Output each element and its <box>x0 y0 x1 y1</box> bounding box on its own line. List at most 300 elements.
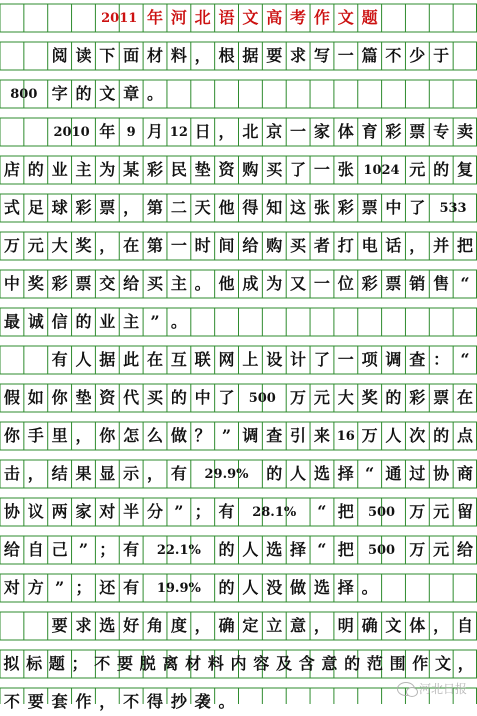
grid-char: 不 <box>94 654 111 673</box>
grid-char: 点 <box>456 426 473 445</box>
grid-char: 了 <box>290 160 307 179</box>
grid-char: 票 <box>75 274 92 293</box>
grid-char: 一 <box>313 274 330 293</box>
grid-char: 给 <box>456 540 473 559</box>
grid-char: 式 <box>3 198 20 217</box>
grid-char: 做 <box>290 578 307 597</box>
grid-char: 自 <box>27 540 44 559</box>
grid-char: 给 <box>3 540 20 559</box>
grid-char: 你 <box>51 388 68 407</box>
essay-line <box>0 422 477 450</box>
grid-char: 了 <box>409 198 426 217</box>
grid-char: 垫 <box>75 388 92 407</box>
grid-char: 文 <box>99 84 116 103</box>
grid-char: 袭 <box>194 692 211 711</box>
grid-char: 万 <box>3 236 20 255</box>
grid-char: 据 <box>242 46 259 65</box>
grid-char: 不 <box>123 692 140 711</box>
grid-char: 元 <box>313 388 330 407</box>
grid-char: 分 <box>146 502 163 521</box>
grid-char: 显 <box>99 464 116 483</box>
grid-char: 不 <box>385 46 402 65</box>
grid-number: 12 <box>169 124 188 140</box>
grid-char: 一 <box>337 350 354 369</box>
watermark <box>397 680 467 697</box>
grid-char: 作 <box>75 692 92 711</box>
grid-number: 2011 <box>101 10 138 26</box>
grid-char: 购 <box>242 160 259 179</box>
grid-char: 容 <box>253 654 270 673</box>
grid-char: ， <box>313 616 330 635</box>
grid-char: 有 <box>51 350 68 369</box>
grid-char: 北 <box>242 122 259 141</box>
grid-char: 协 <box>433 464 450 483</box>
grid-char: 拟 <box>3 654 20 673</box>
grid-char: 张 <box>313 198 330 217</box>
grid-char: 有 <box>218 502 235 521</box>
grid-char: 体 <box>337 122 354 141</box>
grid-char: 彩 <box>337 198 354 217</box>
grid-char: 还 <box>99 578 116 597</box>
grid-char: 万 <box>361 426 378 445</box>
grid-char: 业 <box>99 312 116 331</box>
grid-char: 京 <box>266 122 283 141</box>
grid-char: 天 <box>194 198 211 217</box>
grid-number: 22.1% <box>156 542 201 558</box>
grid-char: 信 <box>51 312 68 331</box>
essay-line <box>0 308 477 336</box>
grid-char: 。 <box>146 84 163 103</box>
watermark-text: 河北日报 <box>418 682 467 696</box>
grid-char: 年 <box>146 8 163 27</box>
grid-char: 最 <box>3 312 20 331</box>
grid-char: 引 <box>290 426 307 445</box>
grid-char: 离 <box>162 654 179 673</box>
grid-char: 给 <box>123 274 140 293</box>
grid-char: 调 <box>242 426 259 445</box>
grid-char: 资 <box>218 160 235 179</box>
grid-char: 查 <box>409 350 426 369</box>
grid-char: 为 <box>266 274 283 293</box>
grid-char: 选 <box>99 616 116 635</box>
grid-char: 在 <box>456 388 473 407</box>
grid-char: 示 <box>123 464 140 483</box>
grid-char: 协 <box>3 502 20 521</box>
grid-char: 得 <box>146 692 163 711</box>
grid-number: 16 <box>336 428 355 444</box>
grid-char: 间 <box>218 236 235 255</box>
grid-char: 材 <box>185 654 202 673</box>
grid-char: ， <box>457 654 474 673</box>
grid-char: 奖 <box>361 388 378 407</box>
grid-char: 半 <box>123 502 140 521</box>
grid-char: 销 <box>409 274 426 293</box>
grid-char: “ <box>317 502 327 521</box>
grid-char: 中 <box>3 274 20 293</box>
grid-char: 一 <box>313 160 330 179</box>
grid-char: ” <box>78 540 89 559</box>
grid-char: 把 <box>337 540 354 559</box>
grid-char: 要 <box>266 46 283 65</box>
grid-char: ， <box>218 122 235 141</box>
grid-char: 标 <box>26 654 43 673</box>
grid-char: 章 <box>123 84 140 103</box>
grid-char: 留 <box>456 502 473 521</box>
grid-char: 范 <box>366 654 383 673</box>
grid-char: 打 <box>337 236 354 255</box>
grid-char: 他 <box>218 274 235 293</box>
grid-char: 河 <box>170 8 187 27</box>
grid-char: 少 <box>409 46 426 65</box>
grid-char: 一 <box>337 46 354 65</box>
grid-char: ” <box>174 502 184 521</box>
grid-char: 彩 <box>385 122 402 141</box>
grid-char: 有 <box>123 540 140 559</box>
grid-char: 位 <box>337 274 354 293</box>
grid-char: ， <box>75 426 92 445</box>
grid-char: 人 <box>242 540 259 559</box>
grid-char: 月 <box>146 122 163 141</box>
grid-char: 足 <box>27 198 44 217</box>
grid-char: 此 <box>123 350 140 369</box>
essay-line <box>0 650 477 678</box>
grid-char: 知 <box>266 198 283 217</box>
grid-number: 800 <box>10 86 38 102</box>
grid-char: 择 <box>290 540 307 559</box>
grid-char: 自 <box>456 616 473 635</box>
essay-line <box>0 118 477 146</box>
grid-char: ， <box>409 236 426 255</box>
grid-char: 围 <box>389 654 406 673</box>
essay-line <box>0 612 477 640</box>
grid-char: 内 <box>230 654 247 673</box>
grid-char: 了 <box>218 388 235 407</box>
grid-char: 。 <box>361 578 378 597</box>
grid-char: 奖 <box>75 236 92 255</box>
grid-char: 彩 <box>146 160 163 179</box>
grid-number: 500 <box>367 504 396 520</box>
grid-char: 作 <box>313 8 330 27</box>
grid-char: 人 <box>242 578 259 597</box>
grid-char: 果 <box>75 464 92 483</box>
grid-char: 一 <box>170 236 187 255</box>
grid-char: 。 <box>218 692 235 711</box>
grid-char: 元 <box>27 236 44 255</box>
grid-char: 家 <box>75 502 92 521</box>
grid-char: 彩 <box>51 274 68 293</box>
grid-char: 某 <box>123 160 140 179</box>
grid-char: 票 <box>409 122 426 141</box>
grid-char: 字 <box>51 84 68 103</box>
grid-char: 求 <box>290 46 307 65</box>
grid-char: 彩 <box>361 274 378 293</box>
grid-char: 材 <box>146 46 163 65</box>
grid-char: 设 <box>266 350 283 369</box>
grid-char: 要 <box>116 654 133 673</box>
essay-line <box>0 42 477 70</box>
grid-char: 的 <box>75 84 92 103</box>
grid-char: 票 <box>99 198 116 217</box>
grid-char: 卖 <box>456 122 473 141</box>
grid-char: 假 <box>3 388 20 407</box>
grid-char: 这 <box>290 198 307 217</box>
grid-char: ” <box>221 426 232 445</box>
grid-char: 售 <box>433 274 450 293</box>
grid-char: ， <box>99 236 116 255</box>
grid-char: 在 <box>123 236 140 255</box>
grid-char: 购 <box>266 236 283 255</box>
grid-char: 么 <box>146 426 163 445</box>
grid-char: 上 <box>242 350 259 369</box>
grid-char: 又 <box>290 274 307 293</box>
grid-char: 对 <box>99 502 116 521</box>
grid-char: 你 <box>99 426 116 445</box>
grid-char: 的 <box>170 388 187 407</box>
grid-char: 要 <box>27 692 44 711</box>
grid-char: 的 <box>27 160 44 179</box>
grid-char: 的 <box>344 654 361 673</box>
grid-char: 做 <box>170 426 187 445</box>
grid-char: 选 <box>266 540 283 559</box>
grid-char: 料 <box>170 46 187 65</box>
grid-char: 并 <box>433 236 450 255</box>
grid-char: 读 <box>75 46 92 65</box>
grid-char: 语 <box>218 8 235 27</box>
essay-line <box>0 498 477 526</box>
grid-char: 定 <box>242 616 259 635</box>
grid-char: ” <box>55 578 65 597</box>
grid-char: 元 <box>433 502 450 521</box>
grid-char: 话 <box>385 236 402 255</box>
grid-char: 结 <box>51 464 68 483</box>
grid-char: 张 <box>337 160 354 179</box>
grid-char: 二 <box>170 198 187 217</box>
grid-char: 的 <box>433 160 450 179</box>
grid-char: ， <box>194 616 211 635</box>
grid-number: 29.9% <box>204 466 249 482</box>
grid-char: ； <box>75 578 92 597</box>
grid-char: “ <box>460 274 470 293</box>
grid-char: 文 <box>337 8 354 27</box>
grid-char: 票 <box>361 198 378 217</box>
grid-char: 题 <box>361 8 378 27</box>
grid-char: 主 <box>75 160 92 179</box>
grid-char: 他 <box>218 198 235 217</box>
grid-char: ： <box>433 350 450 369</box>
grid-char: 如 <box>27 388 44 407</box>
grid-char: 家 <box>313 122 330 141</box>
grid-char: 商 <box>456 464 473 483</box>
grid-number: 533 <box>439 200 467 216</box>
essay-line <box>0 156 477 184</box>
grid-char: 议 <box>27 502 44 521</box>
essay-line <box>0 80 477 108</box>
grid-char: 交 <box>99 274 116 293</box>
grid-char: 篇 <box>361 46 378 65</box>
essay-line <box>0 232 477 260</box>
grid-char: 料 <box>207 654 224 673</box>
grid-char: 据 <box>99 350 116 369</box>
grid-char: 己 <box>51 540 68 559</box>
grid-char: 于 <box>433 46 450 65</box>
grid-char: 中 <box>385 198 402 217</box>
grid-char: 查 <box>266 426 283 445</box>
essay-line <box>0 574 477 602</box>
grid-char: 的 <box>218 578 235 597</box>
grid-char: 选 <box>313 578 330 597</box>
grid-char: 度 <box>170 616 187 635</box>
grid-char: 套 <box>51 692 68 711</box>
grid-char: 了 <box>313 350 330 369</box>
grid-char: 求 <box>75 616 92 635</box>
grid-char: 票 <box>385 274 402 293</box>
grid-char: 在 <box>146 350 163 369</box>
grid-char: 脱 <box>139 654 156 673</box>
grid-char: 店 <box>3 160 20 179</box>
grid-char: 第 <box>146 198 163 217</box>
grid-char: 文 <box>385 616 402 635</box>
grid-char: 不 <box>3 692 20 711</box>
grid-char: 人 <box>385 426 402 445</box>
grid-char: ” <box>150 312 160 331</box>
grid-char: 文 <box>242 8 259 27</box>
essay-line <box>0 194 477 222</box>
grid-char: 体 <box>409 616 426 635</box>
grid-char: 彩 <box>75 198 92 217</box>
grid-char: 一 <box>290 122 307 141</box>
grid-char: 。 <box>194 274 211 293</box>
grid-char: ； <box>194 502 211 521</box>
grid-char: 元 <box>433 540 450 559</box>
grid-char: 写 <box>313 46 330 65</box>
grid-char: ， <box>27 464 44 483</box>
grid-char: 方 <box>27 578 44 597</box>
grid-char: 文 <box>435 654 452 673</box>
grid-char: 得 <box>242 198 259 217</box>
grid-char: 阅 <box>51 46 68 65</box>
grid-char: 为 <box>99 160 116 179</box>
grid-char: 的 <box>75 312 92 331</box>
grid-char: 对 <box>3 578 20 597</box>
grid-char: 票 <box>433 388 450 407</box>
grid-char: 立 <box>266 616 283 635</box>
grid-char: ， <box>146 464 163 483</box>
grid-char: 复 <box>456 160 473 179</box>
grid-char: 你 <box>3 426 20 445</box>
grid-char: 买 <box>146 388 163 407</box>
wechat-icon <box>397 682 415 696</box>
grid-char: 网 <box>218 350 235 369</box>
grid-char: 次 <box>409 426 426 445</box>
grid-char: 电 <box>361 236 378 255</box>
grid-char: 考 <box>290 8 307 27</box>
title-row <box>0 4 477 32</box>
grid-char: 联 <box>194 350 211 369</box>
essay-line <box>0 460 477 488</box>
grid-char: 万 <box>290 388 307 407</box>
grid-char: 下 <box>99 46 116 65</box>
grid-char: 代 <box>123 388 140 407</box>
grid-number: 500 <box>367 542 396 558</box>
grid-number: 1024 <box>363 162 400 178</box>
grid-char: 把 <box>337 502 354 521</box>
grid-char: 击 <box>3 464 20 483</box>
grid-char: 彩 <box>409 388 426 407</box>
grid-char: 万 <box>409 502 426 521</box>
grid-number: 500 <box>248 390 276 406</box>
grid-char: 元 <box>409 160 426 179</box>
grid-char: 来 <box>313 426 330 445</box>
grid-char: 没 <box>266 578 283 597</box>
grid-number: 19.9% <box>156 580 201 596</box>
grid-char: 有 <box>123 578 140 597</box>
grid-char: 两 <box>51 502 68 521</box>
grid-char: 及 <box>275 654 292 673</box>
grid-char: 过 <box>409 464 426 483</box>
grid-char: 专 <box>433 122 450 141</box>
grid-char: 确 <box>218 616 235 635</box>
grid-char: ， <box>99 692 116 711</box>
grid-char: 大 <box>337 388 354 407</box>
grid-char: ， <box>433 616 450 635</box>
grid-char: 的 <box>385 388 402 407</box>
grid-char: 北 <box>194 8 211 27</box>
grid-char: 的 <box>266 464 283 483</box>
grid-char: 根 <box>218 46 235 65</box>
grid-char: 通 <box>385 464 402 483</box>
grid-char: 大 <box>51 236 68 255</box>
essay-line <box>0 384 477 412</box>
grid-char: 第 <box>146 236 163 255</box>
grid-char: 面 <box>123 46 140 65</box>
grid-char: 万 <box>409 540 426 559</box>
grid-char: ； <box>99 540 116 559</box>
grid-char: 计 <box>290 350 307 369</box>
essay-line <box>0 536 477 564</box>
grid-char: 资 <box>99 388 116 407</box>
grid-char: 角 <box>146 616 163 635</box>
grid-char: 民 <box>170 160 187 179</box>
grid-char: 调 <box>385 350 402 369</box>
essay-line <box>0 346 477 374</box>
grid-char: ？ <box>194 426 211 445</box>
grid-char: 日 <box>194 122 211 141</box>
grid-char: 互 <box>170 350 187 369</box>
grid-char: 要 <box>51 616 68 635</box>
grid-char: 买 <box>266 160 283 179</box>
grid-char: 给 <box>242 236 259 255</box>
grid-char: 的 <box>218 540 235 559</box>
grid-char: 有 <box>170 464 187 483</box>
grid-char: ， <box>194 46 211 65</box>
grid-char: 择 <box>337 464 354 483</box>
grid-char: 高 <box>266 8 283 27</box>
grid-char: 诚 <box>27 312 44 331</box>
grid-char: 的 <box>433 426 450 445</box>
grid-char: 抄 <box>170 692 187 711</box>
grid-char: 年 <box>99 122 116 141</box>
grid-char: 选 <box>313 464 330 483</box>
grid-char: “ <box>364 464 375 483</box>
grid-char: 项 <box>361 350 378 369</box>
grid-number: 28.1% <box>252 504 297 520</box>
grid-char: 择 <box>337 578 354 597</box>
grid-char: 确 <box>361 616 378 635</box>
grid-char: 育 <box>361 122 378 141</box>
grid-char: 人 <box>290 464 307 483</box>
essay-line <box>0 270 477 298</box>
grid-char: “ <box>460 350 470 369</box>
